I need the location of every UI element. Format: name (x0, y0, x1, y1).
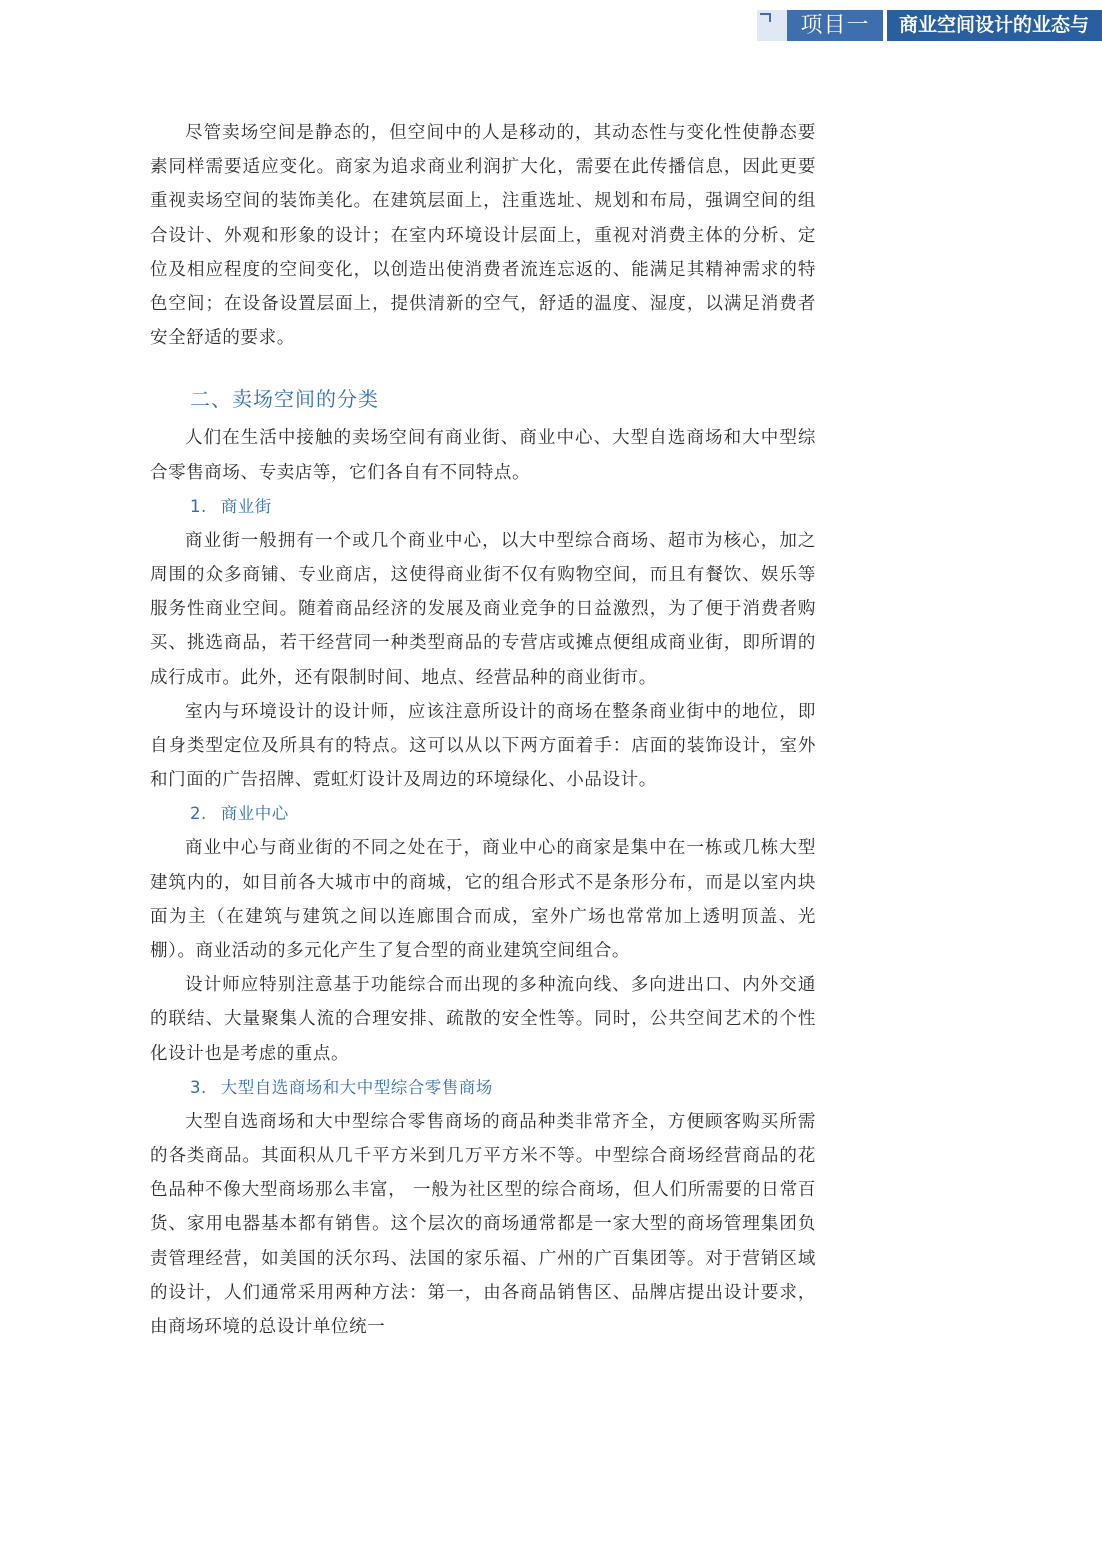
page-content (150, 116, 816, 1344)
running-header (757, 10, 1102, 41)
paragraph: 设计师应特别注意基于功能综合而出现的多种流向线、多向进出口、内外交通的联结、大量聚集人流的合理安排、疏散的安全性等。同时，公共空间艺术的个性化设计也是考虑的重点。 (150, 975, 816, 1064)
subheading-commercial-street (190, 490, 816, 524)
subheading-number: 3. (190, 1077, 207, 1097)
header-chapter-title: 商业空间设计的业态与 (887, 10, 1102, 41)
paragraph: 室内与环境设计的设计师，应该注意所设计的商场在整条商业街中的地位，即自身类型定位及所具有的特点。这可以从以下两方面着手：店面的装饰设计，室外和门面的广告招牌、霓虹灯设计及周边的环境绿化、小品设计。 (150, 701, 816, 791)
subheading-number: 2. (190, 804, 207, 824)
paragraph: 商业中心与商业街的不同之处在于，商业中心的商家是集中在一栋或几栋大型建筑内的，如目前各大城市中的商城，它的组合形式不是条形分布，而是以室内块面为主（在建筑与建筑之间以连廊围合而成，室外广场也常常加上透明顶盖、光棚）。商业活动的多元化产生了复合型的商业建筑空间组合。 (150, 838, 816, 962)
subheading-supermarket (190, 1071, 816, 1105)
header-project-label: 项目一 (787, 10, 883, 41)
subheading-title: 商业街 (220, 496, 272, 516)
section-intro-paragraph: 人们在生活中接触的卖场空间有商业街、商业中心、大型自选商场和大中型综合零售商场、专卖店等，它们各自有不同特点。 (150, 428, 816, 483)
paragraph: 商业街一般拥有一个或几个商业中心，以大中型综合商场、超市为核心，加之周围的众多商铺、专业商店，这使得商业街不仅有购物空间，而且有餐饮、娱乐等服务性商业空间。随着商品经济的发展及商业竞争的日益激烈，为了便于消费者购买、挑选商品，若干经营同一种类型商品的专营店或摊点便组成商业街，即所谓的成行成市。此外，还有限制时间、地点、经营品种的商业街市。 (150, 530, 816, 688)
subheading-number: 1. (190, 496, 207, 516)
header-corner-mark (757, 10, 787, 41)
subheading-title: 大型自选商场和大中型综合零售商场 (220, 1077, 493, 1097)
intro-paragraph: 尽管卖场空间是静态的，但空间中的人是移动的，其动态性与变化性使静态要素同样需要适应变化。商家为追求商业利润扩大化，需要在此传播信息，因此更要重视卖场空间的装饰美化。在建筑层面上，注重选址、规划和布局，强调空间的组合设计、外观和形象的设计；在室内环境设计层面上，重视对消费主体的分析、定位及相应程度的空间变化，以创造出使消费者流连忘返的、能满足其精神需求的特色空间；在设备设置层面上，提供清新的空气，舒适的温度、湿度，以满足消费者安全舒适的要求。 (150, 123, 816, 349)
subheading-title: 商业中心 (220, 804, 289, 824)
paragraph: 大型自选商场和大中型综合零售商场的商品种类非常齐全，方便顾客购买所需的各类商品。其面积从几千平方米到几万平方米不等。中型综合商场经营商品的花色品种不像大型商场那么丰富， 一般为社区型的综合商场，但人们所需要的日常百货、家用电器基本都有销售。这个层次的商场通常都是一家大型的商场管理集团负责管理经营，如美国的沃尔玛、法国的家乐福、广州的广百集团等。对于营销区域的设计，人们通常采用两种方法：第一，由各商品销售区、品牌店提出设计要求，由商场环境的总设计单位统一 (150, 1111, 816, 1338)
section-heading: 二、卖场空间的分类 (190, 387, 379, 412)
subheading-commercial-center (190, 797, 816, 831)
